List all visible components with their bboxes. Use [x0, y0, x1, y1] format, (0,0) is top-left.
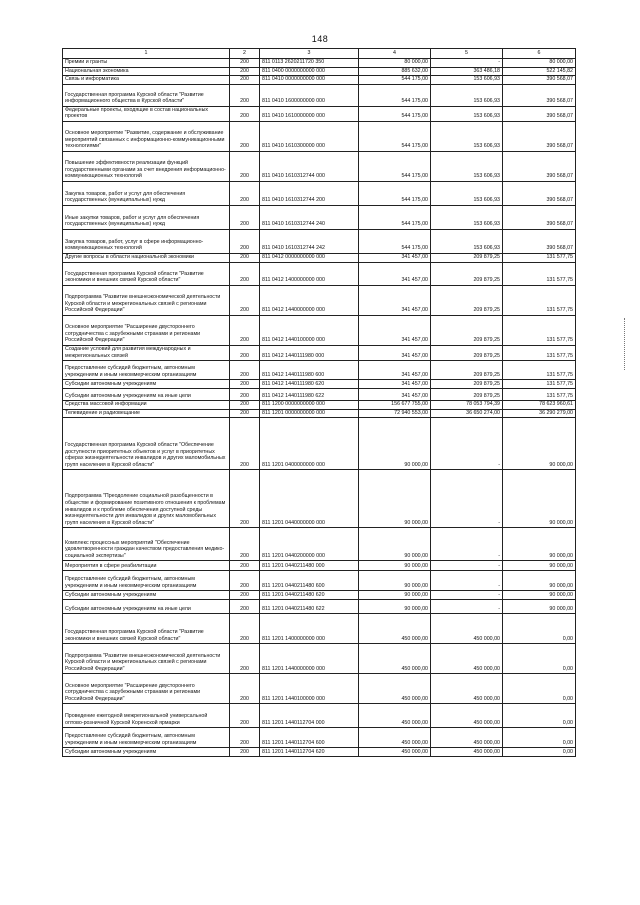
row-approved-amount-cell: 341 457,00: [359, 253, 431, 262]
row-name-cell: Предоставление субсидий бюджетным, автономным учреждениям и иным некоммерческим организациям: [63, 361, 230, 380]
row-name-cell: Телевидение и радиовещание: [63, 409, 230, 418]
table-row: [63, 571, 576, 591]
row-executed-amount-cell: -: [431, 528, 503, 561]
row-line-code-cell: 200: [230, 470, 260, 528]
row-remaining-amount-cell: 131 577,75: [503, 285, 576, 315]
row-remaining-amount-cell: 131 577,75: [503, 345, 576, 360]
row-executed-amount-cell: 209 879,25: [431, 389, 503, 401]
table-row: [63, 67, 576, 76]
table-row: [63, 470, 576, 528]
row-name-cell: Государственная программа Курской области "Обеспечение доступности приоритетных объектов и услуг в приоритетных сферах жизнедеятельности инвалидов и других маломобильных групп населения в Курской области": [63, 418, 230, 470]
row-budget-code-cell: 811 0410 0000000000 000: [260, 76, 359, 85]
row-name-cell: Основное мероприятие "Расширение двустороннего сотрудничества с зарубежными странами и регионами Российской Федерации": [63, 674, 230, 704]
row-executed-amount-cell: -: [431, 561, 503, 571]
row-budget-code-cell: 811 0113 2620211720 350: [260, 59, 359, 68]
row-line-code-cell: 200: [230, 315, 260, 345]
row-executed-amount-cell: 78 053 794,39: [431, 401, 503, 410]
row-remaining-amount-cell: 36 290 279,00: [503, 409, 576, 418]
row-line-code-cell: 200: [230, 345, 260, 360]
row-remaining-amount-cell: 390 568,07: [503, 229, 576, 253]
row-name-cell: Субсидии автономным учреждениям на иные цели: [63, 600, 230, 614]
column-header-1: 1: [63, 49, 230, 59]
row-executed-amount-cell: 153 606,93: [431, 121, 503, 151]
row-budget-code-cell: 811 1201 1440112704 600: [260, 728, 359, 748]
row-approved-amount-cell: 544 175,00: [359, 205, 431, 229]
row-remaining-amount-cell: 390 568,07: [503, 76, 576, 85]
row-line-code-cell: 200: [230, 67, 260, 76]
row-budget-code-cell: 811 1201 1440112704 620: [260, 748, 359, 757]
row-approved-amount-cell: 341 457,00: [359, 262, 431, 285]
row-executed-amount-cell: 209 879,25: [431, 253, 503, 262]
row-approved-amount-cell: 544 175,00: [359, 151, 431, 181]
row-budget-code-cell: 811 0412 1440111980 000: [260, 345, 359, 360]
row-approved-amount-cell: 90 000,00: [359, 591, 431, 600]
table-row: [63, 644, 576, 674]
table-row: [63, 361, 576, 380]
table-row: [63, 205, 576, 229]
column-header-2: 2: [230, 49, 260, 59]
row-executed-amount-cell: 153 606,93: [431, 151, 503, 181]
row-line-code-cell: 200: [230, 205, 260, 229]
row-approved-amount-cell: 450 000,00: [359, 748, 431, 757]
row-name-cell: Мероприятия в сфере реабилитации: [63, 561, 230, 571]
row-executed-amount-cell: 153 606,93: [431, 84, 503, 106]
row-name-cell: Создание условий для развития международных и межрегиональных связей: [63, 345, 230, 360]
row-budget-code-cell: 811 1201 0440211480 600: [260, 571, 359, 591]
row-executed-amount-cell: 450 000,00: [431, 704, 503, 728]
row-remaining-amount-cell: 90 000,00: [503, 470, 576, 528]
row-name-cell: Государственная программа Курской области "Развитие информационного общества в Курской области": [63, 84, 230, 106]
row-executed-amount-cell: -: [431, 470, 503, 528]
table-row: [63, 380, 576, 389]
table-row: [63, 728, 576, 748]
row-approved-amount-cell: 341 457,00: [359, 345, 431, 360]
table-row: [63, 409, 576, 418]
table-row: [63, 59, 576, 68]
row-executed-amount-cell: 153 606,93: [431, 106, 503, 121]
row-name-cell: Государственная программа Курской области "Развитие экономики и внешних связей Курской области": [63, 614, 230, 644]
row-name-cell: Закупка товаров, работ и услуг для обеспечения государственных (муниципальных) нужд: [63, 181, 230, 205]
row-budget-code-cell: 811 1201 1400000000 000: [260, 614, 359, 644]
row-executed-amount-cell: 450 000,00: [431, 728, 503, 748]
row-remaining-amount-cell: 0,00: [503, 644, 576, 674]
table-row: [63, 389, 576, 401]
row-budget-code-cell: 811 0410 1610312744 240: [260, 205, 359, 229]
row-line-code-cell: 200: [230, 728, 260, 748]
row-executed-amount-cell: 153 606,93: [431, 181, 503, 205]
row-budget-code-cell: 811 1201 0440211480 000: [260, 561, 359, 571]
table-row: [63, 528, 576, 561]
row-line-code-cell: 200: [230, 389, 260, 401]
row-approved-amount-cell: 90 000,00: [359, 600, 431, 614]
row-name-cell: Подпрограмма "Развитие внешнеэкономической деятельности Курской области и межрегиональных связей с регионами Российской Федерации": [63, 644, 230, 674]
table-row: [63, 121, 576, 151]
row-name-cell: Национальная экономика: [63, 67, 230, 76]
column-header-5: 5: [431, 49, 503, 59]
row-name-cell: Субсидии автономным учреждениям: [63, 591, 230, 600]
row-name-cell: Основное мероприятие "Расширение двустороннего сотрудничества с зарубежными странами и регионами Российской Федерации": [63, 315, 230, 345]
row-line-code-cell: 200: [230, 84, 260, 106]
row-remaining-amount-cell: 131 577,75: [503, 262, 576, 285]
row-line-code-cell: 200: [230, 401, 260, 410]
row-executed-amount-cell: -: [431, 600, 503, 614]
row-budget-code-cell: 811 1201 0440211480 620: [260, 591, 359, 600]
row-approved-amount-cell: 90 000,00: [359, 561, 431, 571]
row-remaining-amount-cell: 390 568,07: [503, 205, 576, 229]
row-line-code-cell: 200: [230, 151, 260, 181]
table-row: [63, 106, 576, 121]
row-remaining-amount-cell: 131 577,75: [503, 361, 576, 380]
row-approved-amount-cell: 450 000,00: [359, 644, 431, 674]
row-approved-amount-cell: 450 000,00: [359, 728, 431, 748]
row-line-code-cell: 200: [230, 59, 260, 68]
row-name-cell: Связь и информатика: [63, 76, 230, 85]
table-row: [63, 614, 576, 644]
row-executed-amount-cell: 209 879,25: [431, 262, 503, 285]
row-approved-amount-cell: 341 457,00: [359, 389, 431, 401]
table-row: [63, 315, 576, 345]
row-remaining-amount-cell: 390 568,07: [503, 106, 576, 121]
row-remaining-amount-cell: 522 145,82: [503, 67, 576, 76]
row-budget-code-cell: 811 0410 1610312744 000: [260, 151, 359, 181]
page-number: 148: [311, 34, 329, 44]
row-budget-code-cell: 811 0412 1440111980 600: [260, 361, 359, 380]
row-executed-amount-cell: 209 879,25: [431, 315, 503, 345]
row-executed-amount-cell: -: [431, 59, 503, 68]
row-budget-code-cell: 811 1201 0440200000 000: [260, 528, 359, 561]
margin-mark: [624, 318, 629, 370]
row-budget-code-cell: 811 0410 1600000000 000: [260, 84, 359, 106]
row-budget-code-cell: 811 0410 1610312744 200: [260, 181, 359, 205]
row-executed-amount-cell: -: [431, 571, 503, 591]
row-remaining-amount-cell: 131 577,75: [503, 253, 576, 262]
row-remaining-amount-cell: 0,00: [503, 728, 576, 748]
row-budget-code-cell: 811 0412 1440000000 000: [260, 285, 359, 315]
row-name-cell: Государственная программа Курской области "Развитие экономики и внешних связей Курской области": [63, 262, 230, 285]
table-row: [63, 418, 576, 470]
row-name-cell: Субсидии автономным учреждениям: [63, 748, 230, 757]
column-header-6: 6: [503, 49, 576, 59]
table-row: [63, 285, 576, 315]
row-line-code-cell: 200: [230, 600, 260, 614]
table-row: [63, 704, 576, 728]
row-name-cell: Закупка товаров, работ, услуг в сфере информационно-коммуникационных технологий: [63, 229, 230, 253]
row-budget-code-cell: 811 0410 1610312744 242: [260, 229, 359, 253]
row-executed-amount-cell: -: [431, 591, 503, 600]
row-line-code-cell: 200: [230, 748, 260, 757]
row-remaining-amount-cell: 390 568,07: [503, 84, 576, 106]
row-remaining-amount-cell: 80 000,00: [503, 59, 576, 68]
row-approved-amount-cell: 544 175,00: [359, 121, 431, 151]
row-name-cell: Федеральные проекты, входящие в состав национальных проектов: [63, 106, 230, 121]
row-name-cell: Комплекс процессных мероприятий "Обеспечение удовлетворенности граждан качеством предоставления медико-социальной экспертизы": [63, 528, 230, 561]
row-remaining-amount-cell: 131 577,75: [503, 380, 576, 389]
row-name-cell: Основное мероприятие "Развитие, содержание и обслуживание мероприятий связанных с информационно-коммуникационными технологиями": [63, 121, 230, 151]
row-remaining-amount-cell: 131 577,75: [503, 389, 576, 401]
row-approved-amount-cell: 341 457,00: [359, 361, 431, 380]
row-remaining-amount-cell: 0,00: [503, 704, 576, 728]
table-row: [63, 84, 576, 106]
row-line-code-cell: 200: [230, 591, 260, 600]
row-executed-amount-cell: 209 879,25: [431, 361, 503, 380]
row-budget-code-cell: 811 1200 0000000000 000: [260, 401, 359, 410]
row-name-cell: Премии и гранты: [63, 59, 230, 68]
row-remaining-amount-cell: 90 000,00: [503, 561, 576, 571]
row-name-cell: Субсидии автономным учреждениям: [63, 380, 230, 389]
row-name-cell: Средства массовой информации: [63, 401, 230, 410]
row-approved-amount-cell: 72 940 553,00: [359, 409, 431, 418]
row-approved-amount-cell: 90 000,00: [359, 418, 431, 470]
column-header-3: 3: [260, 49, 359, 59]
budget-table: [62, 48, 576, 757]
row-budget-code-cell: 811 0410 1610300000 000: [260, 121, 359, 151]
row-budget-code-cell: 811 0410 1610000000 000: [260, 106, 359, 121]
row-approved-amount-cell: 544 175,00: [359, 84, 431, 106]
row-name-cell: Субсидии автономным учреждениям на иные цели: [63, 389, 230, 401]
row-approved-amount-cell: 90 000,00: [359, 470, 431, 528]
row-executed-amount-cell: -: [431, 418, 503, 470]
row-executed-amount-cell: 450 000,00: [431, 644, 503, 674]
row-executed-amount-cell: 153 606,93: [431, 205, 503, 229]
row-executed-amount-cell: 209 879,25: [431, 285, 503, 315]
row-approved-amount-cell: 450 000,00: [359, 704, 431, 728]
row-approved-amount-cell: 341 457,00: [359, 380, 431, 389]
row-budget-code-cell: 811 1201 0440211480 622: [260, 600, 359, 614]
row-remaining-amount-cell: 90 000,00: [503, 418, 576, 470]
row-budget-code-cell: 811 0412 1440111980 622: [260, 389, 359, 401]
row-name-cell: Предоставление субсидий бюджетным, автономным учреждениям и иным некоммерческим организациям: [63, 728, 230, 748]
row-line-code-cell: 200: [230, 409, 260, 418]
table-row: [63, 229, 576, 253]
row-line-code-cell: 200: [230, 229, 260, 253]
row-remaining-amount-cell: 90 000,00: [503, 528, 576, 561]
row-executed-amount-cell: 153 606,93: [431, 76, 503, 85]
table-row: [63, 591, 576, 600]
row-line-code-cell: 200: [230, 571, 260, 591]
table-row: [63, 253, 576, 262]
row-remaining-amount-cell: 0,00: [503, 614, 576, 644]
row-line-code-cell: 200: [230, 285, 260, 315]
row-line-code-cell: 200: [230, 121, 260, 151]
row-line-code-cell: 200: [230, 262, 260, 285]
row-budget-code-cell: 811 0412 1440111980 620: [260, 380, 359, 389]
table-row: [63, 561, 576, 571]
row-budget-code-cell: 811 0412 0000000000 000: [260, 253, 359, 262]
row-executed-amount-cell: 153 606,93: [431, 229, 503, 253]
row-line-code-cell: 200: [230, 181, 260, 205]
row-remaining-amount-cell: 90 000,00: [503, 600, 576, 614]
row-remaining-amount-cell: 90 000,00: [503, 571, 576, 591]
row-name-cell: Другие вопросы в области национальной экономики: [63, 253, 230, 262]
row-remaining-amount-cell: 131 577,75: [503, 315, 576, 345]
row-remaining-amount-cell: 0,00: [503, 674, 576, 704]
table-row: [63, 345, 576, 360]
row-line-code-cell: 200: [230, 674, 260, 704]
row-budget-code-cell: 811 1201 0400000000 000: [260, 418, 359, 470]
row-name-cell: Подпрограмма "Развитие внешнеэкономической деятельности Курской области и межрегиональных связей с регионами Российской Федерации": [63, 285, 230, 315]
table-row: [63, 748, 576, 757]
row-name-cell: Повышение эффективности реализации функций государственными органами за счет внедрения информационно-коммуникационных технологий: [63, 151, 230, 181]
row-approved-amount-cell: 156 677 755,00: [359, 401, 431, 410]
row-approved-amount-cell: 90 000,00: [359, 571, 431, 591]
row-line-code-cell: 200: [230, 561, 260, 571]
row-name-cell: Подпрограмма "Преодоление социальной разобщенности в обществе и формирование позитивного отношения к проблемам инвалидов и к проблеме обеспечения доступной среды жизнедеятельности для инвалидов и других маломобильных групп населения в Курской области": [63, 470, 230, 528]
row-approved-amount-cell: 544 175,00: [359, 106, 431, 121]
row-line-code-cell: 200: [230, 361, 260, 380]
row-budget-code-cell: 811 1201 1440112704 000: [260, 704, 359, 728]
row-line-code-cell: 200: [230, 76, 260, 85]
row-line-code-cell: 200: [230, 704, 260, 728]
row-budget-code-cell: 811 1201 0000000000 000: [260, 409, 359, 418]
row-executed-amount-cell: 209 879,25: [431, 345, 503, 360]
row-line-code-cell: 200: [230, 418, 260, 470]
table-row: [63, 401, 576, 410]
row-remaining-amount-cell: 390 568,07: [503, 121, 576, 151]
table-row: [63, 600, 576, 614]
row-approved-amount-cell: 885 632,00: [359, 67, 431, 76]
row-executed-amount-cell: 450 000,00: [431, 614, 503, 644]
row-line-code-cell: 200: [230, 106, 260, 121]
row-approved-amount-cell: 450 000,00: [359, 614, 431, 644]
row-remaining-amount-cell: 0,00: [503, 748, 576, 757]
table-row: [63, 76, 576, 85]
table-row: [63, 151, 576, 181]
row-line-code-cell: 200: [230, 644, 260, 674]
row-approved-amount-cell: 544 175,00: [359, 76, 431, 85]
row-approved-amount-cell: 90 000,00: [359, 528, 431, 561]
row-name-cell: Проведение ежегодной межрегиональной универсальной оптово-розничной Курской Коренской ярмарки: [63, 704, 230, 728]
row-remaining-amount-cell: 390 568,07: [503, 151, 576, 181]
row-line-code-cell: 200: [230, 380, 260, 389]
row-executed-amount-cell: 36 650 274,00: [431, 409, 503, 418]
row-remaining-amount-cell: 90 000,00: [503, 591, 576, 600]
row-line-code-cell: 200: [230, 528, 260, 561]
row-budget-code-cell: 811 0400 0000000000 000: [260, 67, 359, 76]
row-budget-code-cell: 811 1201 1440000000 000: [260, 644, 359, 674]
row-budget-code-cell: 811 1201 1440100000 000: [260, 674, 359, 704]
row-executed-amount-cell: 209 879,25: [431, 380, 503, 389]
table-row: [63, 181, 576, 205]
row-approved-amount-cell: 341 457,00: [359, 315, 431, 345]
row-budget-code-cell: 811 0412 1440100000 000: [260, 315, 359, 345]
row-approved-amount-cell: 80 000,00: [359, 59, 431, 68]
row-approved-amount-cell: 450 000,00: [359, 674, 431, 704]
table-header-row: [63, 49, 576, 59]
row-budget-code-cell: 811 0412 1400000000 000: [260, 262, 359, 285]
row-approved-amount-cell: 341 457,00: [359, 285, 431, 315]
column-header-4: 4: [359, 49, 431, 59]
row-executed-amount-cell: 363 486,18: [431, 67, 503, 76]
row-remaining-amount-cell: 78 623 960,61: [503, 401, 576, 410]
row-executed-amount-cell: 450 000,00: [431, 748, 503, 757]
row-line-code-cell: 200: [230, 253, 260, 262]
row-approved-amount-cell: 544 175,00: [359, 229, 431, 253]
row-executed-amount-cell: 450 000,00: [431, 674, 503, 704]
row-approved-amount-cell: 544 175,00: [359, 181, 431, 205]
table-row: [63, 262, 576, 285]
row-name-cell: Предоставление субсидий бюджетным, автономным учреждениям и иным некоммерческим организациям: [63, 571, 230, 591]
row-line-code-cell: 200: [230, 614, 260, 644]
row-name-cell: Иные закупки товаров, работ и услуг для обеспечения государственных (муниципальных) нужд: [63, 205, 230, 229]
table-row: [63, 674, 576, 704]
row-remaining-amount-cell: 390 568,07: [503, 181, 576, 205]
row-budget-code-cell: 811 1201 0440000000 000: [260, 470, 359, 528]
